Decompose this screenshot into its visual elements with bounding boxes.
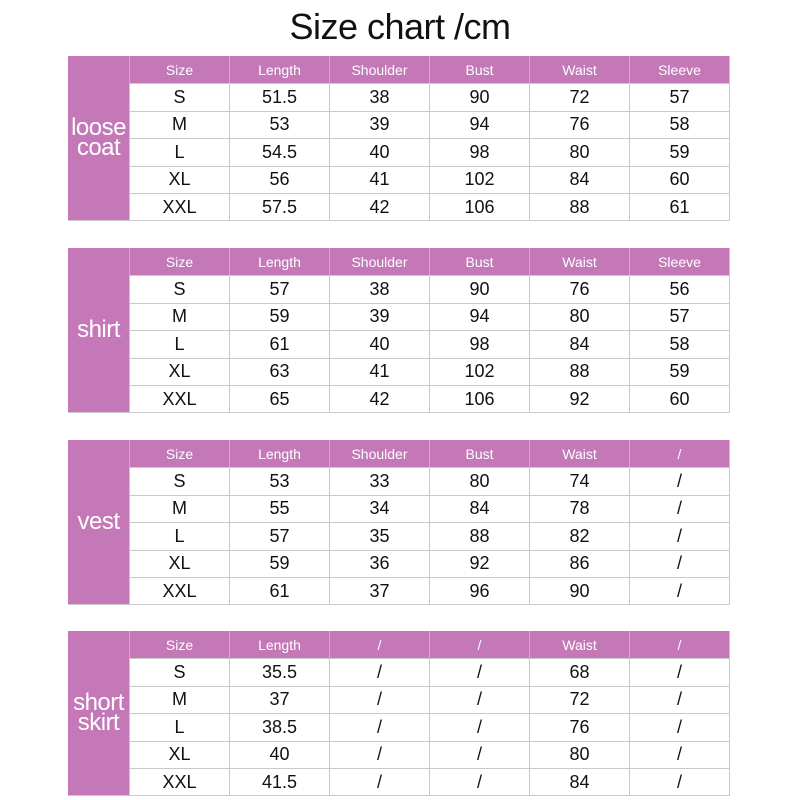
- measurement-cell: 76: [529, 713, 629, 740]
- measurement-cell: 68: [529, 658, 629, 685]
- measurement-cell: 60: [629, 385, 729, 412]
- garment-label: short skirt: [68, 631, 129, 795]
- measurement-cell: 53: [229, 111, 329, 138]
- measurement-cell: 84: [529, 768, 629, 795]
- measurement-cell: 61: [229, 577, 329, 604]
- measurement-cell: 92: [529, 385, 629, 412]
- measurement-cell: 38.5: [229, 713, 329, 740]
- measurement-cell: /: [629, 768, 729, 795]
- measurement-cell: 80: [529, 303, 629, 330]
- size-cell: L: [129, 713, 229, 740]
- measurement-cell: 61: [629, 193, 729, 220]
- column-header: Shoulder: [329, 56, 429, 83]
- measurement-cell: 40: [329, 330, 429, 357]
- size-cell: S: [129, 275, 229, 302]
- size-cell: XXL: [129, 193, 229, 220]
- measurement-cell: /: [629, 577, 729, 604]
- measurement-cell: 86: [529, 550, 629, 577]
- measurement-cell: 76: [529, 275, 629, 302]
- measurement-cell: 78: [529, 495, 629, 522]
- measurement-cell: 88: [529, 358, 629, 385]
- measurement-cell: /: [629, 495, 729, 522]
- column-header: Size: [129, 56, 229, 83]
- measurement-cell: 106: [429, 193, 529, 220]
- measurement-cell: /: [429, 658, 529, 685]
- column-header: /: [629, 631, 729, 658]
- column-header: /: [429, 631, 529, 658]
- measurement-cell: /: [329, 713, 429, 740]
- measurement-cell: 84: [529, 330, 629, 357]
- measurement-cell: 60: [629, 166, 729, 193]
- measurement-cell: 56: [229, 166, 329, 193]
- size-table: [68, 631, 730, 796]
- measurement-cell: /: [429, 741, 529, 768]
- garment-label: vest: [68, 440, 129, 604]
- column-header: Size: [129, 440, 229, 467]
- measurement-cell: 102: [429, 166, 529, 193]
- measurement-cell: 33: [329, 467, 429, 494]
- size-cell: M: [129, 303, 229, 330]
- measurement-cell: 63: [229, 358, 329, 385]
- size-cell: XL: [129, 166, 229, 193]
- column-header: Sleeve: [629, 248, 729, 275]
- measurement-cell: 65: [229, 385, 329, 412]
- measurement-cell: 57: [629, 83, 729, 110]
- column-header: Bust: [429, 440, 529, 467]
- measurement-cell: /: [429, 768, 529, 795]
- size-cell: M: [129, 686, 229, 713]
- measurement-cell: 90: [429, 83, 529, 110]
- measurement-cell: 88: [429, 522, 529, 549]
- measurement-cell: /: [629, 467, 729, 494]
- measurement-cell: 37: [329, 577, 429, 604]
- column-header: Shoulder: [329, 440, 429, 467]
- measurement-cell: /: [429, 686, 529, 713]
- measurement-cell: /: [629, 550, 729, 577]
- column-header: Waist: [529, 248, 629, 275]
- measurement-cell: 59: [229, 550, 329, 577]
- column-header: Size: [129, 631, 229, 658]
- measurement-cell: 42: [329, 193, 429, 220]
- column-header: Length: [229, 56, 329, 83]
- measurement-cell: /: [329, 741, 429, 768]
- measurement-cell: /: [329, 658, 429, 685]
- size-cell: XL: [129, 358, 229, 385]
- measurement-cell: 72: [529, 83, 629, 110]
- measurement-cell: /: [629, 741, 729, 768]
- column-header: Bust: [429, 56, 529, 83]
- measurement-cell: 94: [429, 303, 529, 330]
- size-table: [68, 248, 730, 413]
- measurement-cell: 35.5: [229, 658, 329, 685]
- size-cell: M: [129, 495, 229, 522]
- column-header: Waist: [529, 56, 629, 83]
- garment-label: loose coat: [68, 56, 129, 220]
- measurement-cell: 55: [229, 495, 329, 522]
- column-header: Bust: [429, 248, 529, 275]
- measurement-cell: 54.5: [229, 138, 329, 165]
- column-header: Sleeve: [629, 56, 729, 83]
- size-cell: L: [129, 330, 229, 357]
- measurement-cell: 59: [629, 138, 729, 165]
- measurement-cell: 57: [229, 522, 329, 549]
- measurement-cell: /: [629, 522, 729, 549]
- column-header: Length: [229, 631, 329, 658]
- measurement-cell: 38: [329, 83, 429, 110]
- column-header: /: [329, 631, 429, 658]
- measurement-cell: 96: [429, 577, 529, 604]
- measurement-cell: 92: [429, 550, 529, 577]
- measurement-cell: 57: [629, 303, 729, 330]
- measurement-cell: 42: [329, 385, 429, 412]
- measurement-cell: /: [329, 768, 429, 795]
- measurement-cell: 34: [329, 495, 429, 522]
- column-header: Waist: [529, 440, 629, 467]
- measurement-cell: 40: [329, 138, 429, 165]
- measurement-cell: 39: [329, 303, 429, 330]
- measurement-cell: 51.5: [229, 83, 329, 110]
- measurement-cell: 38: [329, 275, 429, 302]
- measurement-cell: 102: [429, 358, 529, 385]
- garment-label: shirt: [68, 248, 129, 412]
- measurement-cell: 80: [529, 138, 629, 165]
- column-header: Size: [129, 248, 229, 275]
- measurement-cell: 94: [429, 111, 529, 138]
- measurement-cell: 76: [529, 111, 629, 138]
- size-cell: XXL: [129, 577, 229, 604]
- size-cell: L: [129, 138, 229, 165]
- size-cell: L: [129, 522, 229, 549]
- measurement-cell: 35: [329, 522, 429, 549]
- page-title: Size chart /cm: [289, 6, 511, 47]
- size-cell: S: [129, 467, 229, 494]
- measurement-cell: 41: [329, 166, 429, 193]
- measurement-cell: 58: [629, 111, 729, 138]
- size-cell: XL: [129, 741, 229, 768]
- measurement-cell: 39: [329, 111, 429, 138]
- measurement-cell: /: [629, 713, 729, 740]
- measurement-cell: 84: [429, 495, 529, 522]
- measurement-cell: 98: [429, 138, 529, 165]
- measurement-cell: 41: [329, 358, 429, 385]
- measurement-cell: 41.5: [229, 768, 329, 795]
- size-cell: XXL: [129, 385, 229, 412]
- measurement-cell: 59: [629, 358, 729, 385]
- measurement-cell: /: [629, 658, 729, 685]
- size-cell: S: [129, 83, 229, 110]
- measurement-cell: 59: [229, 303, 329, 330]
- measurement-cell: 106: [429, 385, 529, 412]
- measurement-cell: 57: [229, 275, 329, 302]
- measurement-cell: 36: [329, 550, 429, 577]
- measurement-cell: 53: [229, 467, 329, 494]
- size-cell: M: [129, 111, 229, 138]
- measurement-cell: 82: [529, 522, 629, 549]
- measurement-cell: 80: [429, 467, 529, 494]
- column-header: /: [629, 440, 729, 467]
- column-header: Length: [229, 440, 329, 467]
- size-cell: S: [129, 658, 229, 685]
- measurement-cell: /: [629, 686, 729, 713]
- measurement-cell: 58: [629, 330, 729, 357]
- measurement-cell: 40: [229, 741, 329, 768]
- measurement-cell: 98: [429, 330, 529, 357]
- size-cell: XL: [129, 550, 229, 577]
- measurement-cell: 74: [529, 467, 629, 494]
- measurement-cell: /: [429, 713, 529, 740]
- measurement-cell: 90: [529, 577, 629, 604]
- size-table: [68, 440, 730, 605]
- column-header: Waist: [529, 631, 629, 658]
- column-header: Length: [229, 248, 329, 275]
- size-cell: XXL: [129, 768, 229, 795]
- measurement-cell: 56: [629, 275, 729, 302]
- measurement-cell: 57.5: [229, 193, 329, 220]
- size-table: [68, 56, 730, 221]
- measurement-cell: 90: [429, 275, 529, 302]
- measurement-cell: 80: [529, 741, 629, 768]
- measurement-cell: 84: [529, 166, 629, 193]
- measurement-cell: 72: [529, 686, 629, 713]
- measurement-cell: 88: [529, 193, 629, 220]
- measurement-cell: 37: [229, 686, 329, 713]
- measurement-cell: 61: [229, 330, 329, 357]
- measurement-cell: /: [329, 686, 429, 713]
- column-header: Shoulder: [329, 248, 429, 275]
